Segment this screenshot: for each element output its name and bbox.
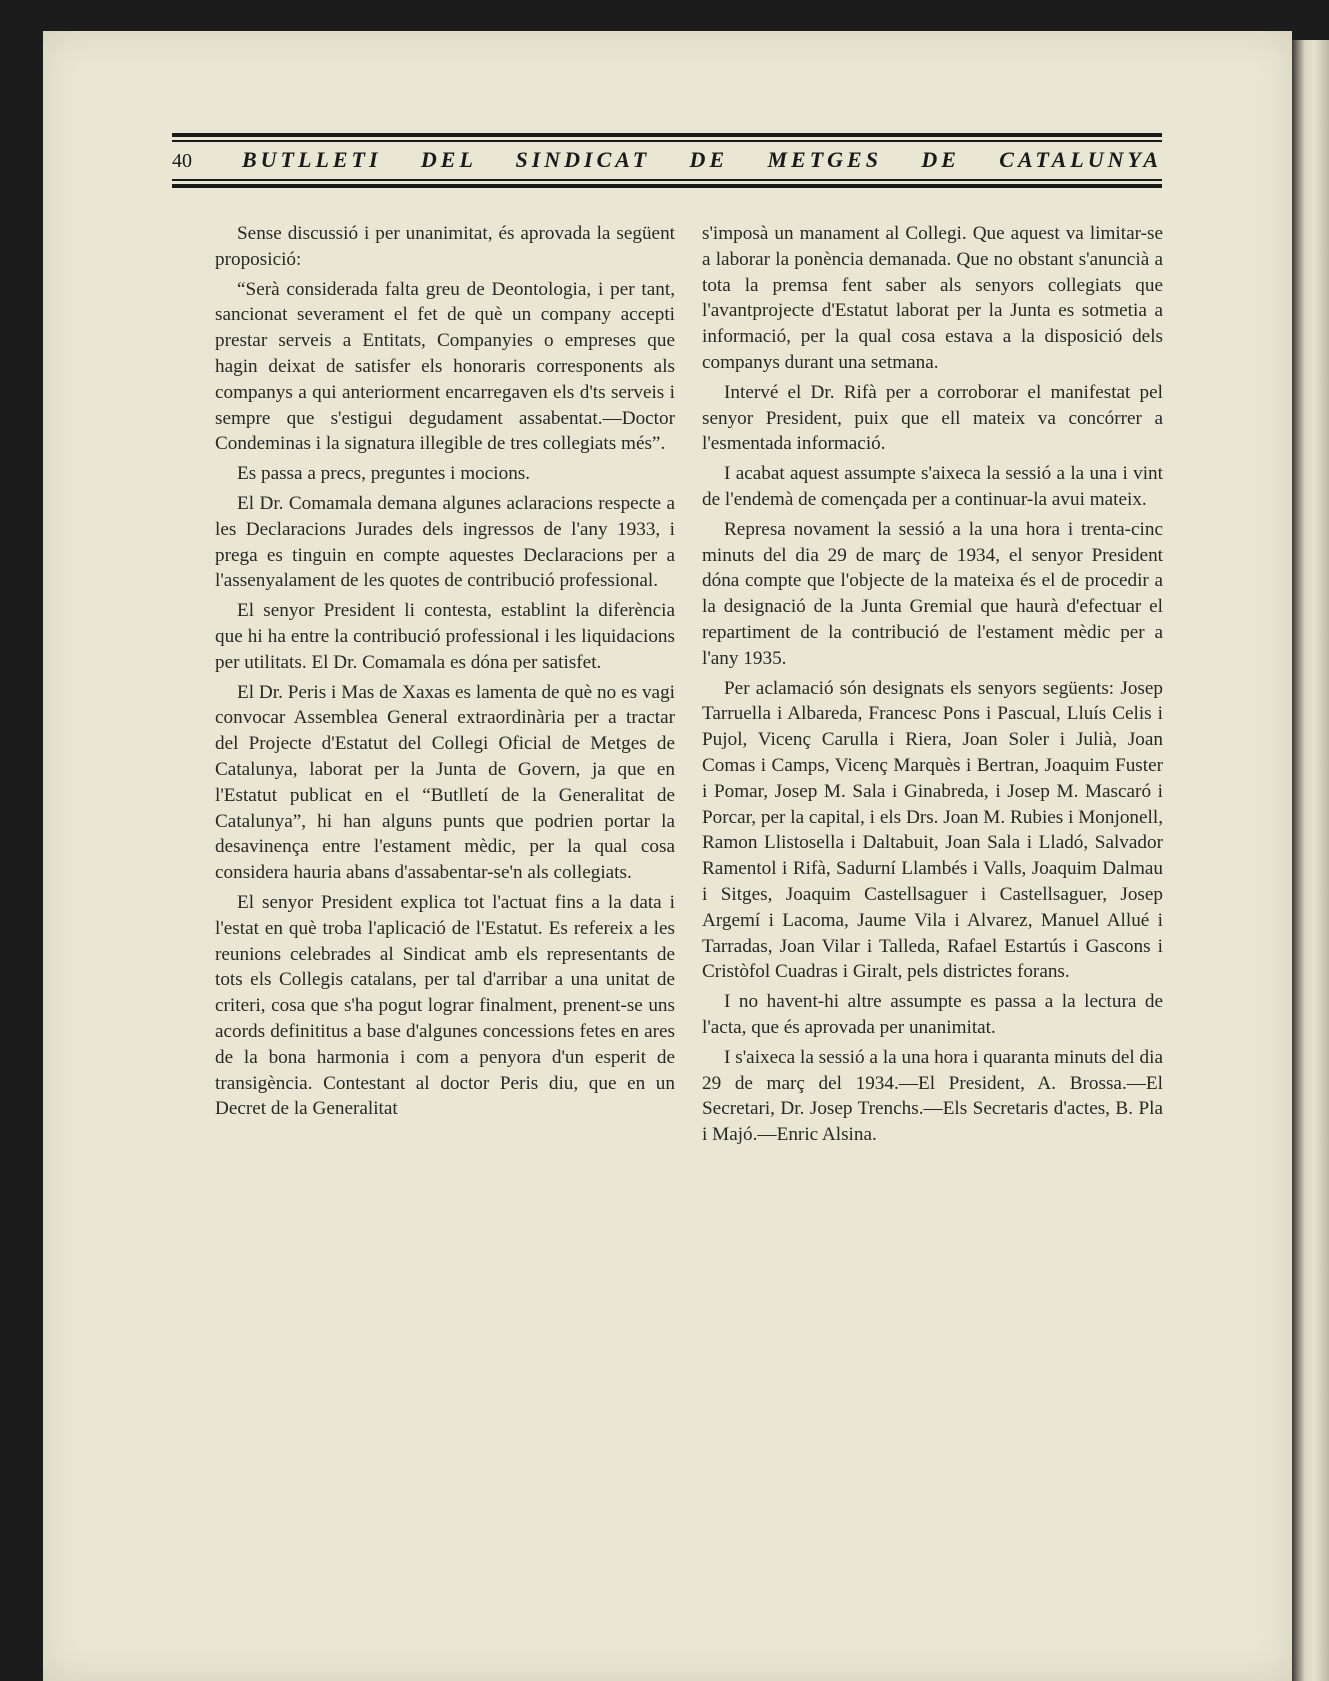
paragraph: El senyor President li contesta, establint la diferència que hi ha entre la contribució professional i les liquidacions per utilitats. El Dr. Comamala es dóna per satisfet. bbox=[215, 600, 675, 673]
header-rule-top-thin bbox=[172, 140, 1162, 142]
paragraph: El senyor President explica tot l'actuat fins a la data i l'estat en què troba l'aplicació de l'Estatut. Es refereix a les reunions celebrades al Sindicat amb els representants de tots els Collegis catalans, per tal d'arribar a una unitat de criteri, cosa que s'ha pogut lograr finalment, prenent-se uns acords definititus a base d'algunes concessions fetes en ares de la bona harmonia i com a penyora d'un esperit de transigència. Contestant al doctor Peris diu, que en un Decret de la Generalitat bbox=[215, 891, 675, 1120]
paragraph: Intervé el Dr. Rifà per a corroborar el manifestat pel senyor President, puix que ell mateix va concórrer a l'esmentada informació. bbox=[702, 381, 1163, 455]
header-line bbox=[172, 147, 1162, 177]
paragraph: I acabat aquest assumpte s'aixeca la sessió a la una i vint de l'endemà de començada per a continuar-la avui mateix. bbox=[702, 463, 1163, 510]
paragraph: s'imposà un manament al Collegi. Que aquest va limitar-se a laborar la ponència demanada. Que no obstant s'anuncià a tota la premsa fent saber als senyors collegiats que l'avantprojecte d'Estatut laborat per la Junta es sotmetia a informació, per la qual cosa estava a la disposició dels companys durant una setmana. bbox=[702, 223, 1163, 373]
header-rule-bottom bbox=[172, 184, 1162, 188]
paragraph: Represa novament la sessió a la una hora i trenta-cinc minuts del dia 29 de març de 1934, el senyor President dóna compte que l'objecte de la mateixa és el de procedir a la designació de la Junta Gremial que haurà d'efectuar el repartiment de la contribució de l'estament mèdic per a l'any 1935. bbox=[702, 518, 1163, 669]
paragraph: I s'aixeca la sessió a la una hora i quaranta minuts del dia 29 de març del 1934.—El President, A. Brossa.—El Secretari, Dr. Josep Trenchs.—Els Secretaris d'actes, B. Pla i Majó.—Enric Alsina. bbox=[702, 1046, 1163, 1146]
paragraph: I no havent-hi altre assumpte es passa a la lectura de l'acta, que és aprovada per unanimitat. bbox=[702, 991, 1163, 1038]
right-column bbox=[702, 221, 1163, 1152]
left-column bbox=[215, 221, 675, 1126]
paragraph: El Dr. Peris i Mas de Xaxas es lamenta de què no es vagi convocar Assemblea General extraordinària per a tractar del Projecte d'Estatut del Collegi Oficial de Metges de Catalunya, laborat per la Junta de Govern, ja que en l'Estatut publicat en el “Butlletí de la Generalitat de Catalunya”, hi han alguns punts que podrien portar la desavinença entre l'estament mèdic, per la qual cosa considera hauria abans d'assabentar-se'n als collegiats. bbox=[215, 681, 675, 884]
header-rule-top bbox=[172, 133, 1162, 137]
paragraph: Per aclamació són designats els senyors següents: Josep Tarruella i Albareda, Francesc Pons i Pascual, Lluís Celis i Pujol, Vicenç Carulla i Riera, Joan Soler i Julià, Joan Comas i Camps, Vicenç Marquès i Bertran, Joaquim Fuster i Pomar, Josep M. Sala i Ginabreda, i Josep M. Mascaró i Porcar, per la capital, i els Drs. Joan M. Rubies i Monjonell, Ramon Llistosella i Daltabuit, Joan Sala i Lladó, Salvador Ramentol i Rifà, Sadurní Llambés i Valls, Joaquim Dalmau i Sitges, Joaquim Castellsaguer i Castellsaguer, Josep Argemí i Lacoma, Jaume Vila i Alvarez, Manuel Allué i Tarradas, Joan Vilar i Talleda, Rafael Estartús i Gascons i Cristòfol Cuadras i Giralt, pels districtes forans. bbox=[702, 677, 1163, 983]
page-edge bbox=[1292, 40, 1329, 1681]
running-title: BUTLLETI DEL SINDICAT DE METGES DE CATALUNYA bbox=[242, 147, 1162, 172]
paragraph: Sense discussió i per unanimitat, és aprovada la següent proposició: bbox=[215, 223, 675, 270]
paragraph: “Serà considerada falta greu de Deontologia, i per tant, sancionat severament el fet de què un company accepti prestar serveis a Entitats, Companyies o empreses que hagin deixat de satisfer els honoraris corresponents als companys a qui anteriorment encarregaven els d'ts serveis i sempre que s'estigui degudament assabentat.—Doctor Condeminas i la signatura illegible de tres collegiats més”. bbox=[215, 278, 675, 455]
header-rule-bottom-thin bbox=[172, 179, 1162, 181]
paragraph: Es passa a precs, preguntes i mocions. bbox=[237, 463, 531, 485]
paragraph: El Dr. Comamala demana algunes aclaracions respecte a les Declaracions Jurades dels ingressos de l'any 1933, i prega es tinguin en compte aquestes Declaracions per a l'assenyalament de les quotes de contribució professional. bbox=[215, 492, 675, 592]
page-number: 40 bbox=[172, 150, 192, 172]
